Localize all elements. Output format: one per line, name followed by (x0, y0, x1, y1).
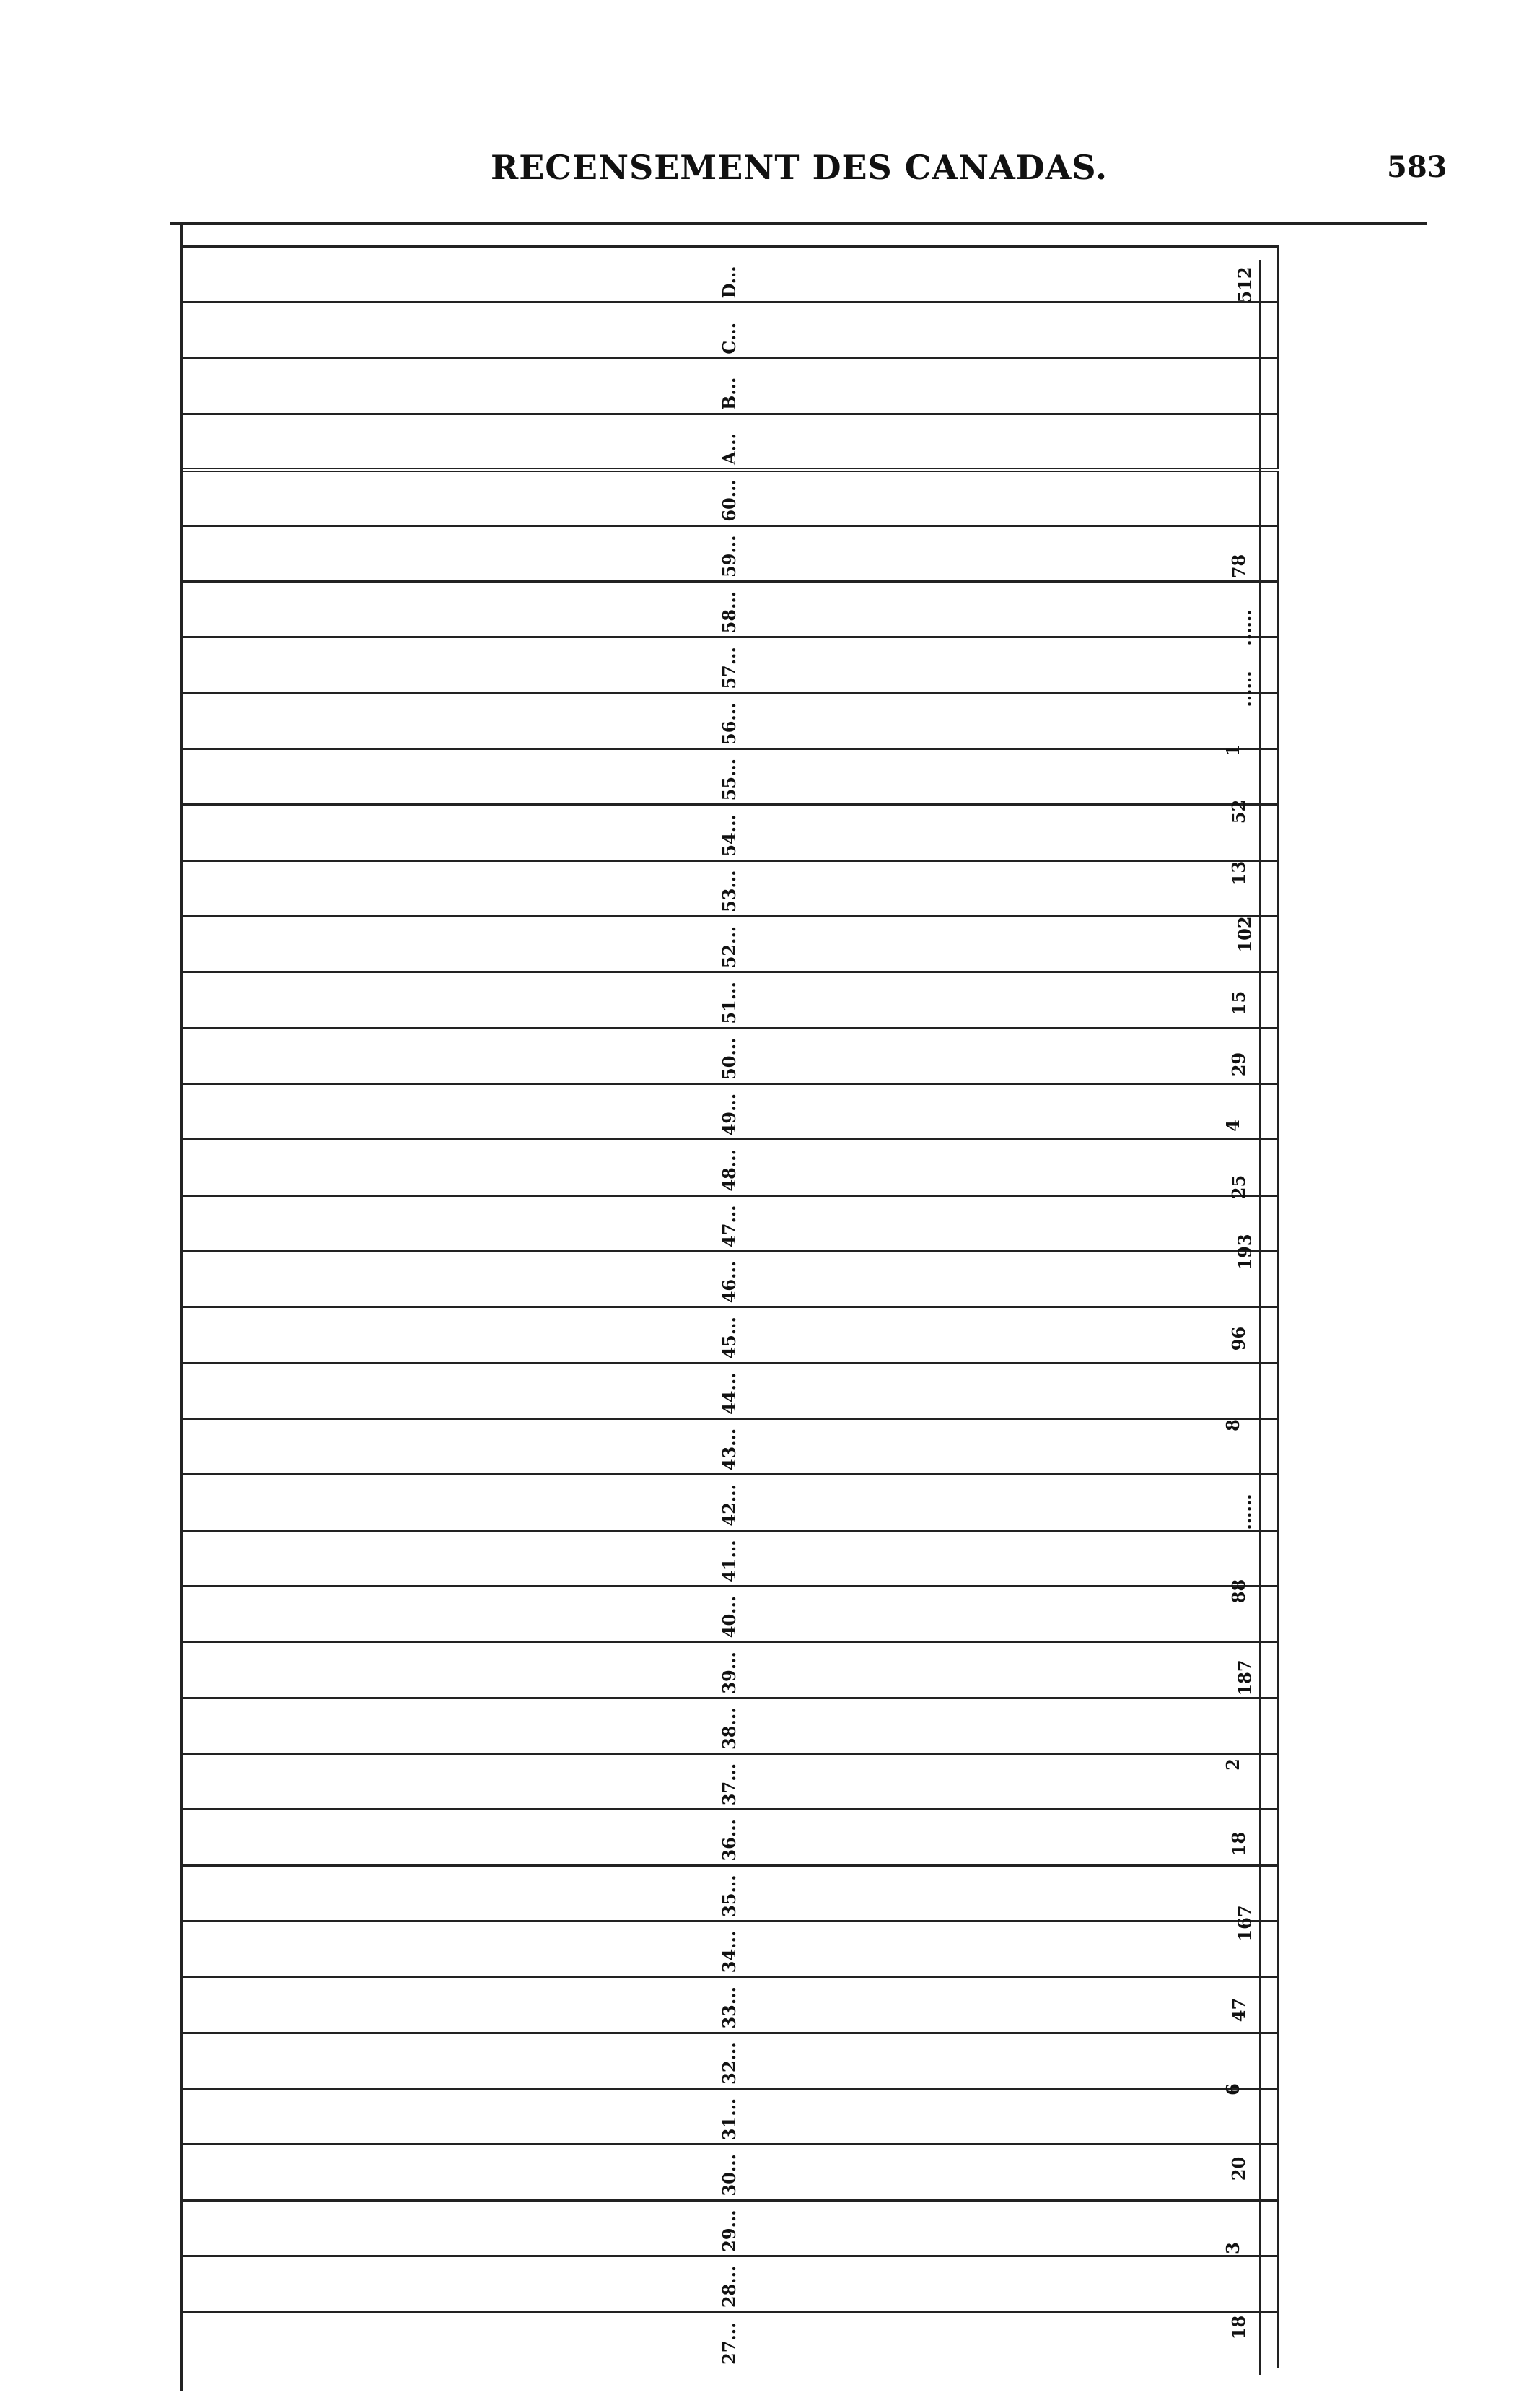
page-title: RECENSEMENT DES CANADAS. (491, 148, 1108, 187)
total-value: 15 (1228, 990, 1250, 1016)
row-label: 36... (182, 1810, 1278, 1865)
total-value: ...... (1234, 609, 1256, 646)
row-label: 35... (182, 1865, 1278, 1921)
row-label: 53... (182, 860, 1278, 916)
total-value: 52 (1228, 799, 1250, 824)
row-label: 33... (182, 1977, 1278, 2033)
row-label: 54... (182, 805, 1278, 860)
total-value: 18 (1228, 2315, 1250, 2340)
row-label: 49... (182, 1083, 1278, 1139)
total-value: 1 (1222, 744, 1243, 756)
row-label: 40... (182, 1586, 1278, 1641)
row-label: 56... (182, 693, 1278, 749)
row-label: 31... (182, 2088, 1278, 2144)
row-label: 41... (182, 1530, 1278, 1586)
summary-label: C... (182, 302, 1278, 358)
total-value: 167 (1234, 1905, 1256, 1942)
total-value: 8 (1222, 1419, 1243, 1431)
total-value: ...... (1234, 1493, 1256, 1530)
census-table-region (182, 245, 1279, 2368)
row-label: 55... (182, 749, 1278, 804)
total-value: 3 (1222, 2242, 1243, 2254)
row-label: 43... (182, 1418, 1278, 1474)
row-label: 42... (182, 1475, 1278, 1530)
total-value: 18 (1228, 1831, 1250, 1857)
summary-label: A... (182, 414, 1278, 470)
total-value: 29 (1228, 1052, 1250, 1077)
total-value: 47 (1228, 1997, 1250, 2023)
page-number: 583 (1387, 150, 1448, 184)
total-value: 2 (1222, 1758, 1243, 1771)
total-value: 88 (1228, 1579, 1250, 1604)
row-label: 48... (182, 1140, 1278, 1195)
row-label: 32... (182, 2033, 1278, 2088)
row-label: 34... (182, 1921, 1278, 1976)
header-rule (170, 222, 1427, 225)
row-label: 27... (182, 2312, 1278, 2368)
row-label: 52... (182, 916, 1278, 972)
row-label: 39... (182, 1642, 1278, 1698)
row-label: 38... (182, 1698, 1278, 1753)
total-value: 512 (1234, 266, 1256, 303)
total-value: 13 (1228, 860, 1250, 886)
total-value: 102 (1234, 916, 1256, 953)
census-table (182, 245, 1279, 2368)
row-label: 57... (182, 637, 1278, 693)
row-label: 44... (182, 1363, 1278, 1418)
row-label: 47... (182, 1195, 1278, 1251)
row-label: 37... (182, 1753, 1278, 1809)
row-label: 60... (182, 470, 1278, 525)
row-label: 29... (182, 2200, 1278, 2256)
summary-label: D... (182, 247, 1278, 302)
total-value: 4 (1222, 1120, 1243, 1132)
total-value: 20 (1228, 2156, 1250, 2181)
row-label: 46... (182, 1251, 1278, 1306)
summary-label: B... (182, 358, 1278, 414)
row-labels (182, 247, 1278, 2368)
row-label: 30... (182, 2145, 1278, 2200)
total-value: ...... (1234, 671, 1256, 707)
row-label: 58... (182, 582, 1278, 637)
total-value: 96 (1228, 1326, 1250, 1351)
row-label: 28... (182, 2256, 1278, 2311)
row-label: 50... (182, 1028, 1278, 1083)
total-value: 6 (1222, 2083, 1243, 2095)
total-value: 78 (1228, 554, 1250, 579)
totals-rule (1259, 260, 1261, 2375)
row-label: 59... (182, 525, 1278, 581)
total-value: 187 (1234, 1659, 1256, 1696)
row-label: 51... (182, 972, 1278, 1028)
total-value: 25 (1228, 1174, 1250, 1200)
row-label: 45... (182, 1307, 1278, 1363)
total-value: 193 (1234, 1234, 1256, 1270)
rotated-table (182, 245, 1279, 2368)
totals-column (1222, 260, 1256, 2353)
